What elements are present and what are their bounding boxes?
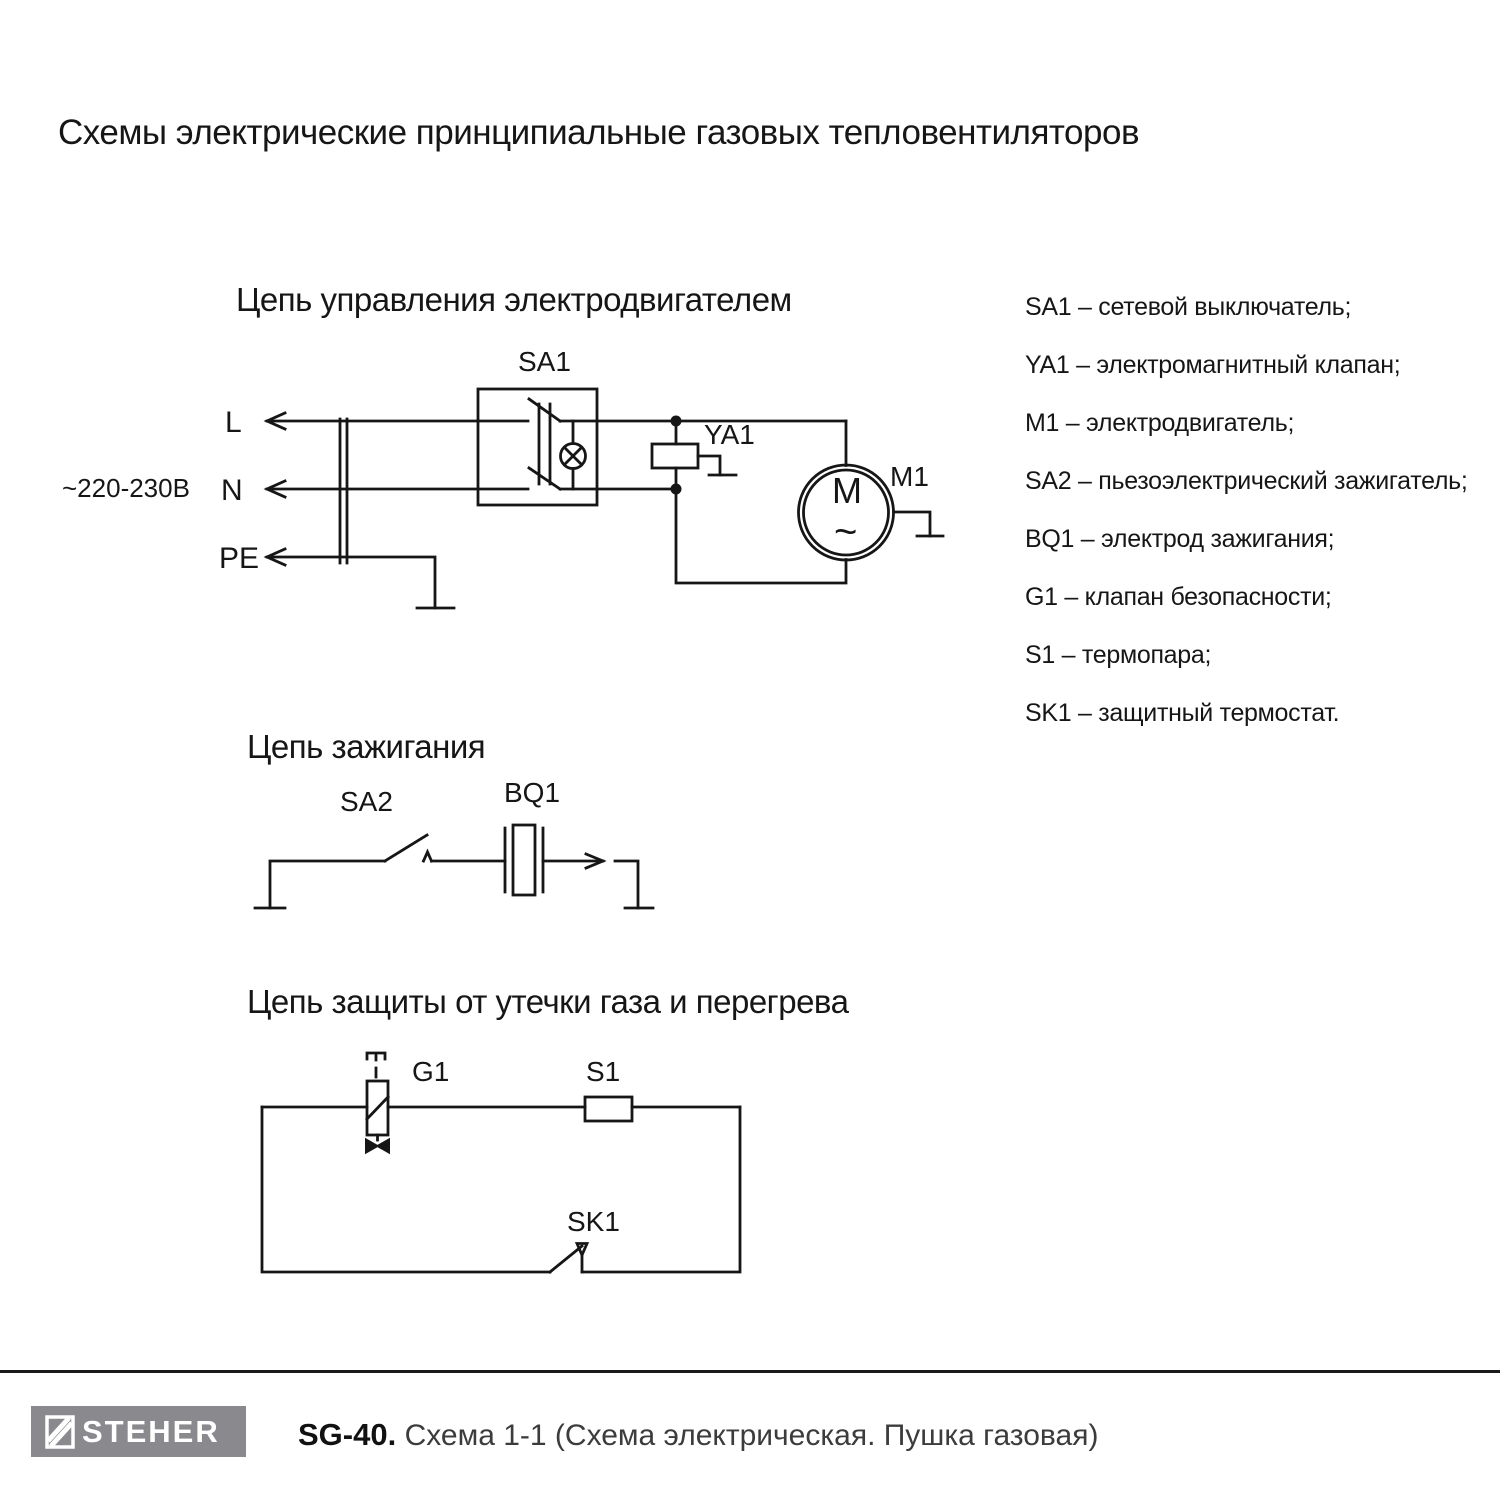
line-pe-label: PE [219,542,260,575]
line-n-label: N [221,474,243,507]
legend-item-m1: M1 – электродвигатель; [1025,409,1295,437]
lamp-cross-icon [565,448,582,465]
sa1-blade-bottom [529,468,560,489]
wire-n-to-motor [676,489,846,583]
sa1-linkage [539,404,550,484]
cable-mark [340,419,347,563]
footer-divider [0,1370,1500,1373]
brand-name: STEHER [82,1413,220,1449]
ignition-circuit [255,825,653,908]
s1-thermocouple [585,1097,632,1121]
ignition-title: Цепь зажигания [247,728,486,765]
legend-item-ya1: YA1 – электромагнитный клапан; [1025,351,1401,379]
brand-logo [31,1406,246,1457]
s1-label: S1 [586,1056,621,1087]
bq1-label: BQ1 [504,777,561,808]
line-l-label: L [225,406,242,439]
legend-item-sk1: SK1 – защитный термостат. [1025,699,1340,727]
wire-right-bottom [582,1107,740,1272]
protection-title: Цепь защиты от утечки газа и перегрева [247,983,849,1020]
page-title: Схемы электрические принципиальные газовых тепловентиляторов [58,113,1140,152]
scheme-caption: Схема 1-1 (Схема электрическая. Пушка газовая) [404,1419,1099,1452]
legend-item-sa2: SA2 – пьезоэлектрический зажигатель; [1025,467,1468,495]
sk1-blade [550,1246,582,1272]
bq1-crystal [513,825,535,895]
legend-item-s1: S1 – термопара; [1025,641,1212,669]
sk1-label: SK1 [567,1206,620,1237]
g1-actuator-icon [367,1053,385,1060]
wire-left-bottom [262,1107,550,1272]
protection-circuit [262,1053,740,1272]
wire-ignition-right [615,861,638,908]
motor-control-title: Цепь управления электродвигателем [236,281,792,318]
model-number: SG-40. [298,1417,397,1452]
ya1-label: YA1 [704,419,755,450]
wire-pe [267,557,435,608]
sa2-blade [385,835,427,861]
ya1-coil [652,444,698,468]
steher-mark-icon [45,1415,75,1449]
footer-caption [298,1417,1098,1453]
wire-ignition-left [270,861,385,908]
ya1-ground-lead [698,456,720,475]
legend-item-g1: G1 – клапан безопасности; [1025,583,1332,611]
legend-item-sa1: SA1 – сетевой выключатель; [1025,293,1352,321]
sa2-label: SA2 [340,786,393,817]
motor-ground-lead [894,512,931,536]
g1-diagonal [367,1097,388,1119]
motor-ac-symbol: ~ [834,510,858,554]
motor-m-symbol: M [832,470,862,511]
sa1-blade-top [529,399,560,421]
supply-voltage-label: ~220-230В [62,473,190,503]
legend-item-bq1: BQ1 – электрод зажигания; [1025,525,1335,553]
g1-label: G1 [412,1056,450,1087]
sa1-label: SA1 [518,346,571,377]
g1-valve-tri-right-icon [378,1140,390,1153]
m1-label: M1 [890,461,929,492]
